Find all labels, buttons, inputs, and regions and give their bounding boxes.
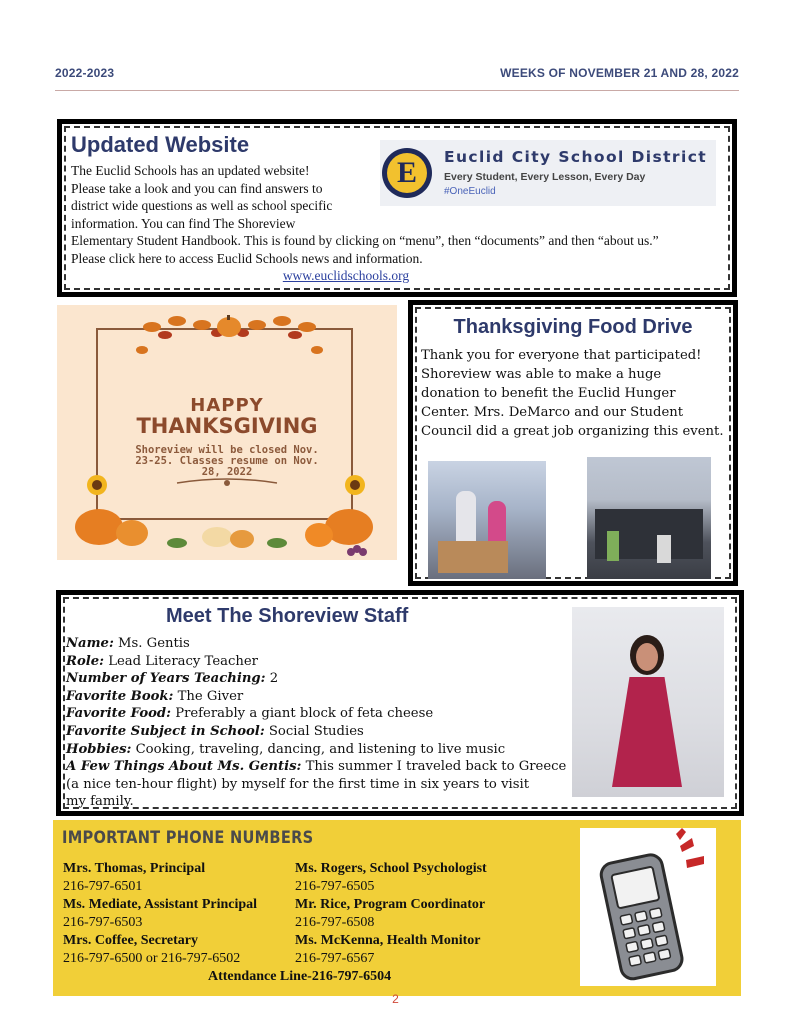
closure-line: 23-25. Classes resume on Nov. bbox=[135, 455, 319, 467]
closure-line: Shoreview will be closed Nov. bbox=[135, 444, 319, 456]
closure-line: 28, 2022 bbox=[201, 466, 253, 478]
staff-field bbox=[66, 688, 571, 706]
staff-field-value: This summer I traveled back to Greece bbox=[301, 759, 567, 775]
header-divider bbox=[55, 90, 739, 91]
phone-list-right bbox=[295, 860, 545, 968]
attendance-line: Attendance Line-216-797-6504 bbox=[208, 969, 392, 984]
phone-numbers-title: IMPORTANT PHONE NUMBERS bbox=[62, 828, 314, 848]
closure-notice bbox=[57, 445, 397, 478]
website-line: The Euclid Schools has an updated website! bbox=[71, 163, 310, 178]
thanksgiving-text: THANKSGIVING bbox=[136, 414, 318, 438]
contact-number: 216-797-6505 bbox=[295, 879, 375, 894]
staff-field-label: Role: bbox=[66, 653, 105, 669]
staff-field bbox=[66, 723, 571, 741]
food-drive-line: Council did a great job organizing this event. bbox=[421, 424, 724, 439]
page-number: 2 bbox=[392, 992, 399, 1006]
staff-details bbox=[66, 635, 571, 811]
staff-field bbox=[66, 670, 571, 688]
staff-field-value: 2 bbox=[265, 671, 279, 687]
food-drive-body bbox=[421, 346, 733, 441]
staff-field bbox=[66, 635, 571, 653]
staff-photo bbox=[572, 607, 724, 797]
website-title: Updated Website bbox=[71, 132, 250, 157]
staff-field-label: Favorite Food: bbox=[66, 706, 171, 722]
staff-title: Meet The Shoreview Staff bbox=[166, 605, 409, 627]
district-logo bbox=[380, 140, 716, 206]
staff-field bbox=[66, 705, 571, 723]
newsletter-weeks: WEEKS OF NOVEMBER 21 AND 28, 2022 bbox=[500, 66, 739, 80]
staff-section bbox=[56, 590, 744, 816]
staff-field-label: A Few Things About Ms. Gentis: bbox=[66, 759, 302, 775]
district-hashtag: #OneEuclid bbox=[444, 186, 496, 197]
staff-field-value: Preferably a giant block of feta cheese bbox=[171, 706, 434, 722]
contact-name: Ms. McKenna, Health Monitor bbox=[295, 933, 481, 948]
staff-field bbox=[66, 741, 571, 759]
staff-field-value: Lead Literacy Teacher bbox=[104, 653, 258, 669]
phone-numbers-section bbox=[53, 820, 741, 996]
food-drive-line: Shoreview was able to make a huge bbox=[421, 367, 662, 382]
district-emblem-letter: E bbox=[387, 153, 427, 193]
staff-field bbox=[66, 653, 571, 671]
website-line: Please click here to access Euclid Schools news and information. bbox=[71, 250, 423, 266]
staff-extra-line: (a nice ten-hour flight) by myself for the first time in six years to visit bbox=[66, 776, 530, 792]
contact-name: Mr. Rice, Program Coordinator bbox=[295, 897, 486, 912]
food-drive-title: Thanksgiving Food Drive bbox=[453, 316, 693, 338]
staff-field-value: Cooking, traveling, dancing, and listening to live music bbox=[131, 741, 506, 757]
contact-number: 216-797-6501 bbox=[63, 879, 143, 894]
food-drive-line: Thank you for everyone that participated! bbox=[421, 348, 702, 363]
website-line: Elementary Student Handbook. This is found by clicking on “menu”, then “documents” and then “about us.” bbox=[71, 233, 659, 248]
staff-field-value: The Giver bbox=[173, 688, 244, 704]
phone-list-left bbox=[63, 860, 298, 968]
website-line: Please take a look and you can find answers to bbox=[71, 180, 323, 196]
food-drive-section bbox=[408, 300, 738, 586]
happy-text: HAPPY bbox=[190, 395, 264, 416]
food-drive-line: Center. Mrs. DeMarco and our Student bbox=[421, 405, 684, 420]
district-emblem-icon bbox=[382, 148, 432, 198]
staff-extra-line: my family. bbox=[66, 794, 134, 810]
district-name: Euclid City School District bbox=[444, 148, 708, 166]
contact-number: 216-797-6567 bbox=[295, 951, 375, 966]
food-drive-line: donation to benefit the Euclid Hunger bbox=[421, 386, 676, 401]
staff-field-label: Name: bbox=[66, 636, 114, 651]
staff-field-label: Number of Years Teaching: bbox=[66, 671, 266, 687]
district-tagline: Every Student, Every Lesson, Every Day bbox=[444, 171, 646, 183]
website-link[interactable]: www.euclidschools.org bbox=[282, 268, 410, 283]
website-section bbox=[57, 119, 737, 297]
staff-field-value: Ms. Gentis bbox=[113, 636, 190, 651]
website-line: information. You can find The Shoreview bbox=[71, 215, 296, 231]
food-drive-photo-group bbox=[587, 457, 711, 579]
contact-number: 216-797-6508 bbox=[295, 915, 375, 930]
contact-name: Mrs. Coffee, Secretary bbox=[63, 933, 199, 948]
staff-field-label: Favorite Subject in School: bbox=[66, 723, 265, 739]
contact-name: Ms. Mediate, Assistant Principal bbox=[63, 897, 258, 912]
food-drive-photo-students bbox=[428, 461, 546, 579]
cell-phone-icon bbox=[580, 828, 716, 986]
school-year: 2022-2023 bbox=[55, 66, 115, 80]
contact-name: Mrs. Thomas, Principal bbox=[63, 861, 206, 876]
staff-field-label: Hobbies: bbox=[66, 741, 132, 757]
staff-field bbox=[66, 758, 571, 776]
contact-name: Ms. Rogers, School Psychologist bbox=[295, 861, 487, 876]
contact-number: 216-797-6503 bbox=[63, 915, 143, 930]
contact-number: 216-797-6500 or 216-797-6502 bbox=[63, 951, 241, 966]
thanksgiving-card bbox=[57, 305, 397, 560]
staff-field-value: Social Studies bbox=[264, 723, 364, 739]
website-line: district wide questions as well as school specific bbox=[71, 198, 333, 213]
staff-field-label: Favorite Book: bbox=[66, 688, 174, 704]
